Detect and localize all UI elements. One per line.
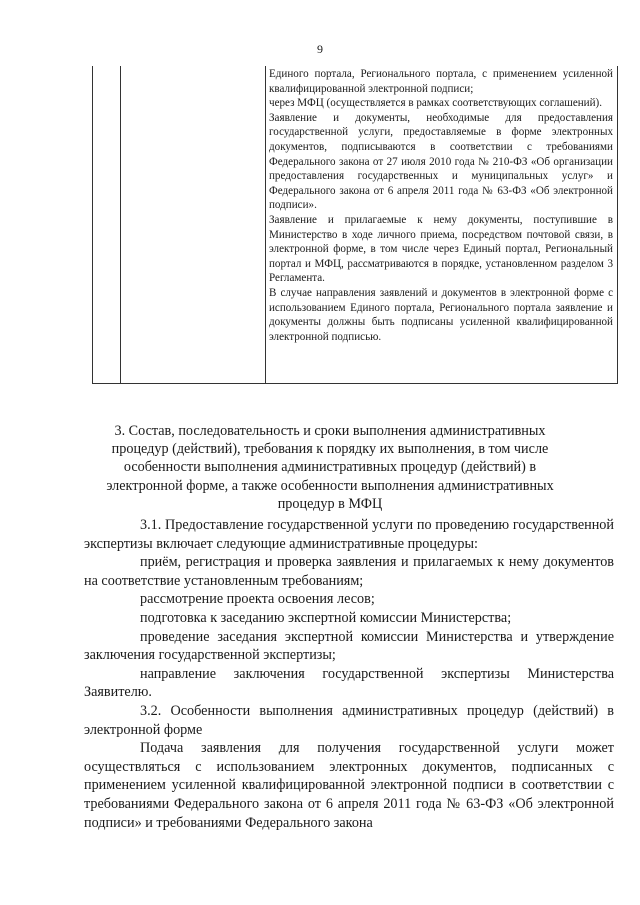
procedure-item: приём, регистрация и проверка заявления и прилагаемых к нему документов на соответствие установленным требованиям;	[84, 554, 614, 589]
section-heading-line: электронной форме, а также особенности выполнения административных	[106, 477, 554, 494]
table-border-left	[92, 66, 93, 384]
procedure-item: направление заключения государственной экспертизы Министерства Заявителю.	[84, 665, 614, 701]
table-border-bottom	[92, 383, 618, 384]
table-column-divider-2	[265, 66, 266, 384]
paragraph-3-2: 3.2. Особенности выполнения административных процедур (действий) в электронной форме	[84, 702, 614, 738]
paragraph-3-1: 3.1. Предоставление государственной услуги по проведению государственной экспертизы включает следующие административные процедуры:	[84, 517, 614, 552]
table-column-divider-1	[120, 66, 121, 384]
page-number: 9	[317, 42, 323, 56]
table-cell-text	[269, 67, 613, 344]
paragraph-application: Подача заявления для получения государственной услуги может осуществляться с использованием электронных документов, подписанных с применением усиленной квалифицированной электронной подписи в соответствии с требованиями Федерального закона от 6 апреля 2011 года № 63-ФЗ «Об электронной подписи» и требованиями Федерального закона	[84, 740, 614, 831]
table-paragraph: Заявление и прилагаемые к нему документы, поступившие в Министерство в ходе личного приема, посредством почтовой связи, в электронной форме, в том числе через Единый портал, Региональный портал и МФЦ, рассматриваются в порядке, установленном разделом 3 Регламента.	[269, 213, 613, 285]
table-paragraph: Заявление и документы, необходимые для предоставления государственной услуги, предоставляемые в форме электронных документов, подписываются в соответствии с требованиями Федерального закона от 27 июля 2010 года № 210-ФЗ «Об организации предоставления государственных и муниципальных услуг» и Федерального закона от 6 апреля 2011 года № 63-ФЗ «Об электронной подписи».	[269, 111, 613, 212]
section-heading-line: процедур (действий), требования к порядку их выполнения, в том числе	[111, 441, 549, 458]
section-heading-line: 3. Состав, последовательность и сроки выполнения административных	[114, 423, 546, 439]
body-text	[84, 516, 614, 832]
procedure-item: рассмотрение проекта освоения лесов;	[140, 591, 375, 608]
table-paragraph: В случае направления заявлений и документов в электронной форме с использованием Единого портала, Регионального портала заявление и документы должны быть подписаны усиленной квалифицированной электронной подписью.	[269, 286, 613, 343]
section-heading	[100, 422, 560, 513]
continuation-table	[92, 66, 618, 384]
table-paragraph: через МФЦ (осуществляется в рамках соответствующих соглашений).	[269, 97, 603, 110]
procedure-item: подготовка к заседанию экспертной комиссии Министерства;	[140, 609, 512, 626]
section-heading-line: процедур в МФЦ	[277, 495, 383, 512]
table-paragraph: Единого портала, Регионального портала, с применением усиленной квалифицированной электронной подписи;	[269, 68, 613, 95]
section-heading-line: особенности выполнения административных процедур (действий) в	[123, 459, 537, 476]
table-border-right	[617, 66, 618, 384]
procedure-item: проведение заседания экспертной комиссии Министерства и утверждение заключения государственной экспертизы;	[84, 628, 614, 664]
